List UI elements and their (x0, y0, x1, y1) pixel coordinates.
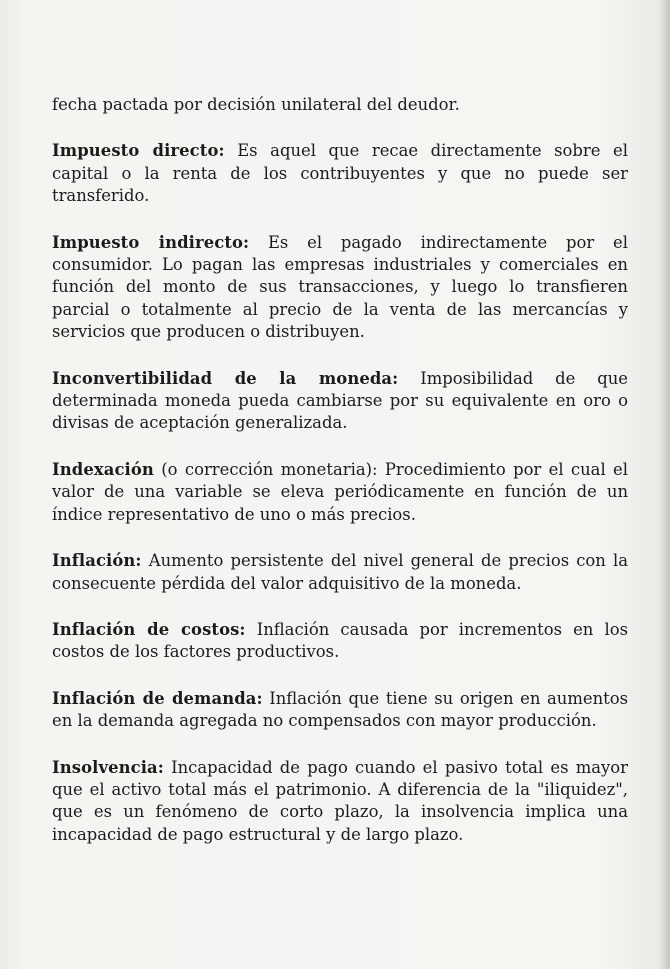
glossary-term: Impuesto directo: (52, 141, 225, 161)
glossary-definition: Aumento persistente del nivel general de precios con la consecuente pérdida del valor adquisitivo de la moneda. (52, 551, 628, 593)
glossary-entry-inflacion (52, 550, 628, 595)
glossary-term: Insolvencia: (52, 757, 164, 777)
glossary-term: Inflación: (52, 551, 142, 571)
page-edge-shadow (658, 0, 670, 969)
glossary-definition: Inflación que tiene su origen en aumentos en la demanda agregada no compensados con mayor producción. (52, 688, 628, 731)
glossary-definition: Es aquel que recae directamente sobre el capital o la renta de los contribuyentes y que no puede ser transferido. (52, 141, 628, 206)
glossary-term: Impuesto indirecto: (52, 232, 250, 252)
glossary-term: Inflación de demanda: (52, 688, 263, 708)
glossary-definition: Imposibilidad de que determinada moneda pueda cambiarse por su equivalente en oro o divisas de aceptación generalizada. (52, 368, 629, 433)
glossary-entry-inflacion-costos (52, 619, 628, 664)
glossary-text (52, 94, 628, 870)
glossary-entry-inflacion-demanda (52, 688, 628, 733)
glossary-definition: (o corrección monetaria): Procedimiento por el cual el valor de una variable se eleva periódicamente en función de un índice representativo de uno o más precios. (52, 459, 628, 524)
glossary-term: Indexación (52, 459, 154, 479)
glossary-entry-impuesto-indirecto (52, 232, 628, 344)
glossary-definition: Es el pagado indirectamente por el consumidor. Lo pagan las empresas industriales y comerciales en función del monto de sus transacciones, y luego lo transfieren parcial o totalmente al precio de la venta de las mercancías y servicios que producen o distribuyen. (52, 232, 628, 342)
glossary-term: Inconvertibilidad de la moneda: (52, 368, 399, 388)
glossary-entry-impuesto-directo (52, 140, 628, 207)
continuation-text: fecha pactada por decisión unilateral del deudor. (52, 95, 460, 114)
glossary-entry-insolvencia (52, 757, 628, 847)
glossary-entry-indexacion (52, 459, 628, 526)
glossary-definition: Inflación causada por incrementos en los costos de los factores productivos. (52, 619, 629, 662)
glossary-entry-inconvertibilidad (52, 368, 628, 435)
glossary-term: Inflación de costos: (52, 619, 246, 639)
glossary-definition: Incapacidad de pago cuando el pasivo total es mayor que el activo total más el patrimonio. A diferencia de la "iliquidez", que es un fenómeno de corto plazo, la insolvencia implica una incapacidad de pago estructural y de largo plazo. (52, 757, 628, 844)
